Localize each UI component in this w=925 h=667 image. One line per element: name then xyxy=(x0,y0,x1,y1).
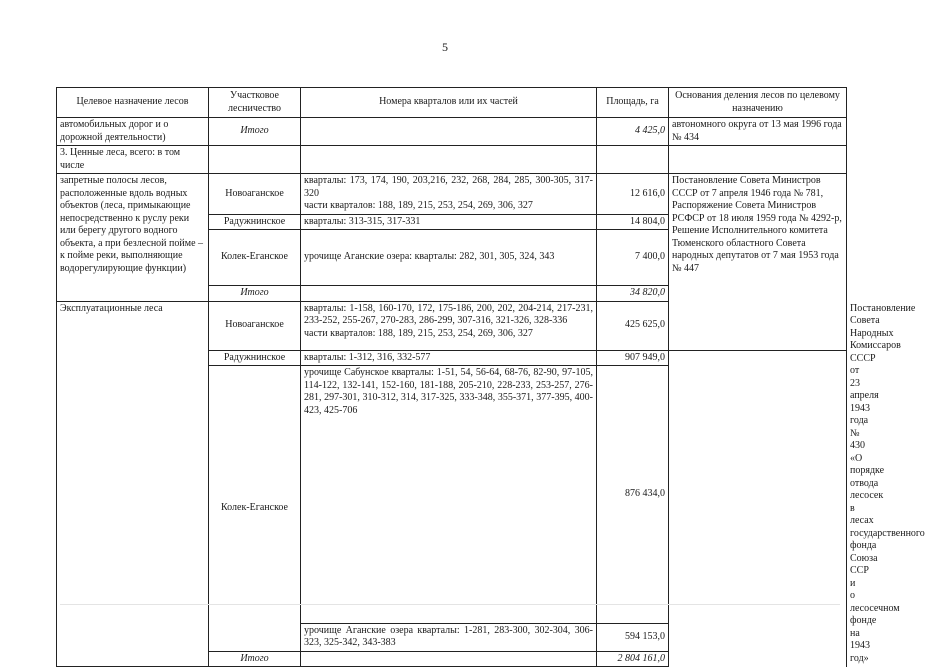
table-row xyxy=(57,146,847,174)
protective-total-quarters xyxy=(301,286,597,302)
table-row: Эксплуатационные леса Новоаганское кварталы: 1-158, 160-170, 172, 175-186, 200, 202, 204-214, 217-231, 233-252, 255-267, 270-283, 286-299, 307-316, 321-326, 328-336 части кварталов: 188, 189, 215, 253, 254, 269, 306, 327 425 625,0 Постановление Совета Народных Комиссаров СССР от 23 апреля 1943 года № 430 «О порядке отвода лесосек в лесах государственного фонда Союза ССР и о лесосечном фонде на 1943 год» xyxy=(57,301,847,350)
header-forestry: Участковое лесничество xyxy=(209,88,301,118)
header-area: Площадь, га xyxy=(597,88,669,118)
exploitation-novo-forestry: Новоаганское xyxy=(209,301,301,350)
protective-kol-area: 7 400,0 xyxy=(597,230,669,286)
protective-novo-quarters-2: части кварталов: 188, 189, 215, 253, 254, 269, 306, 327 xyxy=(304,200,533,211)
protective-kol-forestry: Колек-Еганское xyxy=(209,230,301,286)
protective-rad-area: 14 804,0 xyxy=(597,214,669,230)
protective-basis: Постановление Совета Министров СССР от 7 апреля 1946 года № 781, Распоряжение Совета Министров РСФСР от 18 июля 1959 года № 4292-р, Решение Исполнительного комитета Тюменского областного Совета народных депутатов от 7 мая 1953 года № 447 xyxy=(669,174,847,351)
exploitation-kol-quarters-1: урочище Сабунское кварталы: 1-51, 54, 56-64, 68-76, 82-90, 97-105, 114-122, 132-141, 152-160, 181-188, 205-210, 228-233, 253-257, 276-281, 297-301, 310-312, 314, 317-325, 333-348, 355-371, 377-395, 400-423, 425-706 xyxy=(301,366,597,624)
row2-basis xyxy=(669,146,847,174)
row2-area xyxy=(597,146,669,174)
exploitation-kol-quarters-2: урочище Аганские озера кварталы: 1-281, 283-300, 302-304, 306-323, 325-342, 343-383 xyxy=(301,623,597,651)
row1-basis: автономного округа от 13 мая 1996 года № 434 xyxy=(669,118,847,146)
protective-novo-quarters xyxy=(301,174,597,215)
exploitation-kol-forestry: Колек-Еганское xyxy=(209,366,301,652)
exploitation-rad-forestry: Радужнинское xyxy=(209,350,301,366)
exploitation-total-label: Итого xyxy=(209,651,301,667)
table-row xyxy=(57,118,847,146)
exploitation-total-quarters xyxy=(301,651,597,667)
protective-novo-quarters-1: кварталы: 173, 174, 190, 203,216, 232, 268, 284, 285, 300-305, 317-320 xyxy=(304,175,593,199)
row2-purpose: 3. Ценные леса, всего: в том числе xyxy=(57,146,209,174)
exploitation-rad-area: 907 949,0 xyxy=(597,350,669,366)
row1-total-label: Итого xyxy=(209,118,301,146)
table-row xyxy=(57,174,847,215)
scan-artifact-line xyxy=(60,604,840,605)
protective-rad-quarters: кварталы: 313-315, 317-331 xyxy=(301,214,597,230)
row1-purpose: автомобильных дорог и о дорожной деятельности) xyxy=(57,118,209,146)
row2-forestry xyxy=(209,146,301,174)
forest-purpose-table xyxy=(56,87,925,667)
table-header-row xyxy=(57,88,847,118)
page-number: 5 xyxy=(442,40,448,54)
exploitation-novo-area: 425 625,0 xyxy=(597,301,669,350)
exploitation-kol-area-2: 594 153,0 xyxy=(597,623,669,651)
header-basis: Основания деления лесов по целевому назначению xyxy=(669,88,847,118)
protective-novo-area: 12 616,0 xyxy=(597,174,669,215)
row1-quarters xyxy=(301,118,597,146)
header-quarters: Номера кварталов или их частей xyxy=(301,88,597,118)
exploitation-novo-quarters xyxy=(301,301,597,350)
protective-rad-forestry: Радужнинское xyxy=(209,214,301,230)
protective-total-label: Итого xyxy=(209,286,301,302)
protective-purpose: запретные полосы лесов, расположенные вдоль водных объектов (леса, примыкающие непосредственно к руслу реки или берегу другого водного объекта, а при безлесной пойме – к пойме реки, выполняющие водорегулирующие функции) xyxy=(57,174,209,302)
exploitation-purpose: Эксплуатационные леса xyxy=(57,301,209,667)
exploitation-total-area: 2 804 161,0 xyxy=(597,651,669,667)
row2-quarters xyxy=(301,146,597,174)
exploitation-novo-quarters-2: части кварталов: 188, 189, 215, 253, 254, 269, 306, 327 xyxy=(304,327,533,339)
row1-area: 4 425,0 xyxy=(597,118,669,146)
exploitation-kol-area-1: 876 434,0 xyxy=(597,366,669,624)
header-purpose: Целевое назначение лесов xyxy=(57,88,209,118)
exploitation-rad-quarters: кварталы: 1-312, 316, 332-577 xyxy=(301,350,597,366)
protective-total-area: 34 820,0 xyxy=(597,286,669,302)
protective-kol-quarters: урочище Аганские озера: кварталы: 282, 301, 305, 324, 343 xyxy=(301,230,597,286)
exploitation-novo-quarters-1: кварталы: 1-158, 160-170, 172, 175-186, 200, 202, 204-214, 217-231, 233-252, 255-267, 270-283, 286-299, 307-316, 321-326, 328-336 xyxy=(304,302,593,326)
protective-novo-forestry: Новоаганское xyxy=(209,174,301,215)
